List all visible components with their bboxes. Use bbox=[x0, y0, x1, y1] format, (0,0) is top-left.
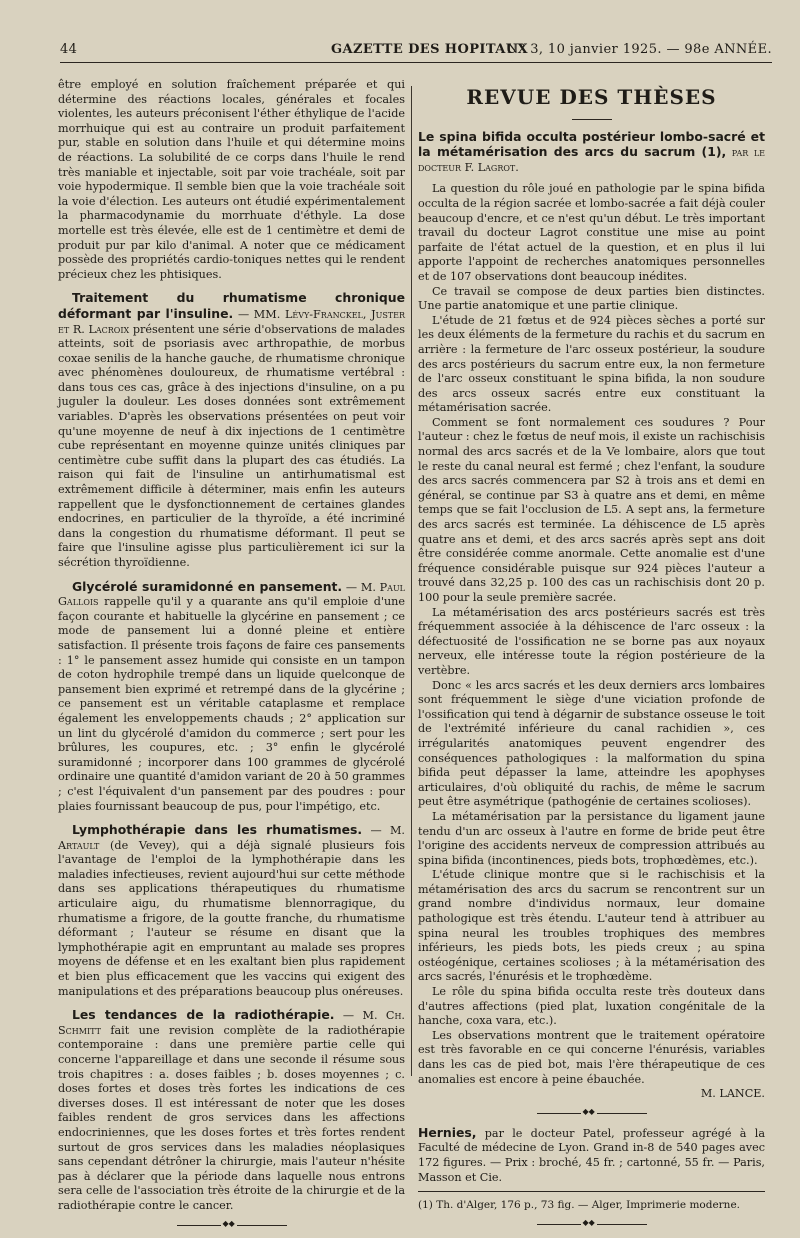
thesis-heading bbox=[418, 130, 765, 176]
running-head bbox=[60, 42, 772, 64]
article-authors: — MM. Lévy-Franckel, Juster et R. Lacroix bbox=[58, 307, 405, 336]
thesis-author: par le docteur F. Lagrot. bbox=[418, 146, 765, 174]
article-body: fait une revision complète de la radiothérapie contemporaine : dans une première partie celle qui concerne l'appareillage et dans une seconde il résume sous trois chapitres : a. doses faibles ; b. doses moyennes ; c. doses fortes et doses très fortes les indications de ces diverses doses. Il est intéressant de noter que les doses faibles rendent de gros services dans les affections endocriniennes, que les doses fortes et très fortes rendent surtout de gros services dans les maladies néoplasiques sans cependant détrôner la chirurgie, mais l'auteur n'hésite pas à déclarer que la période dans laquelle nous entrons sera celle de l'association très étroite de la chirurgie et de la radiothérapie contre le cancer. bbox=[58, 1023, 405, 1212]
article-title: Traitement du rhumatisme chronique déformant par l'insuline. bbox=[58, 290, 405, 321]
thesis-paragraph: La métamérisation par la persistance du ligament jaune tendu d'un arc osseux à l'autre en forme de bride peut être l'origine des accidents nerveux de compression attribués au spina bifida (incontinences, pieds bots, trophœdèmes, etc.). bbox=[418, 809, 765, 867]
article-glycerole bbox=[58, 580, 405, 815]
intro-paragraph: être employé en solution fraîchement préparée et qui détermine des réactions locales, générales et focales violentes, les auteurs préconisent l'éther éthylique de l'acide morrhuique qui est au contraire un produit parfaitement pur, stable en solution dans l'huile et qui détermine moins de réactions. La solubilité de ce corps dans l'huile le rend très maniable et injectable, soit par voie trachéale, soit par voie hypodermique. Il semble bien que la voie trachéale soit la voie d'élection. Les auteurs ont étudié expérimentalement la pharmacodynamie du morrhuate d'éthyle. La dose mortelle est très élevée, elle est de 1 centimètre et demi de produit pur par kilo d'animal. A noter que ce médicament possède des propriétés cardio-toniques nettes qui le rendent précieux chez les phtisiques. bbox=[58, 78, 405, 281]
right-column bbox=[418, 78, 765, 1237]
book-title: Hernies, bbox=[418, 1124, 477, 1140]
thesis-paragraph: Ce travail se compose de deux parties bien distinctes. Une partie anatomique et une partie clinique. bbox=[418, 284, 765, 313]
divider-ornament bbox=[537, 1110, 647, 1118]
thesis-paragraph: Comment se font normalement ces soudures ? Pour l'auteur : chez le fœtus de neuf mois, il existe un rachischisis normal des arcs sacrés et de la Ve lombaire, alors que tout le reste du canal neural est fermé ; chez l'enfant, la soudure des arcs sacrés commencera par S2 à trois ans et demi en général, se continue par S3 à quatre ans et demi, en même temps que se fait l'occlusion de L5. A sept ans, la fermeture des arcs sacrés est terminée. La déhiscence de L5 après quatre ans et demi, et des arcs sacrés après sept ans doit être considérée comme anormale. Cette anomalie est d'une fréquence considérable puisque sur 924 pièces l'auteur a trouvé dans 32,25 p. 100 des cas un rachischisis dont 20 p. 100 pour la seule première sacrée. bbox=[418, 415, 765, 604]
thesis-paragraph: Donc « les arcs sacrés et les deux derniers arcs lombaires sont fréquemment le siège d'une viciation profonde de l'ossification qui tend à dégarnir de substance osseuse le toit de l'extrémité inférieure du canal rachidien », ces irrégularités anatomiques peuvent engendrer des conséquences pathologiques : la malformation du spina bifida peut dépasser la lame, atteindre les apophyses articulaires, d'où obliquité du rachis, de même le sacrum peut être asymétrique (pathogénie de certaines scolioses). bbox=[418, 678, 765, 809]
footnote: (1) Th. d'Alger, 176 p., 73 fig. — Alger, Imprimerie moderne. bbox=[418, 1191, 765, 1213]
thesis-title: Le spina bifida occulta postérieur lombo-sacré et la métamérisation des arcs du sacrum (1), bbox=[418, 128, 765, 160]
article-body: rappelle qu'il y a quarante ans qu'il emploie d'une façon courante et habituelle la glycérine en pansement ; ce mode de pansement lui a donné pleine et entière satisfaction. Il présente trois façons de faire ces pansements : 1° le pansement assez humide qui consiste en un tampon de coton hydrophile trempé dans un liquide quelconque de pansement bien exprimé et retrempé dans de la glycérine ; ce pansement est un véritable cataplasme et remplace également les enveloppements chauds ; 2° application sur un lint du glycérolé d'amidon du commerce ; sert pour les brûlures, les coupures, etc. ; 3° enfin le glycérolé suramidonné ; incorporer dans 100 grammes de glycérolé ordinaire une quantité d'amidon variant de 20 à 50 grammes ; c'est l'équivalent d'un pansement par des poudres : pour plaies fournissant beaucoup de pus, pour l'impétigo, etc. bbox=[58, 595, 406, 813]
column-divider bbox=[411, 86, 412, 1076]
article-lymphotherapie bbox=[58, 823, 405, 999]
article-body: présentent une série d'observations de malades atteints, soit de psoriasis avec arthropathie, de morbus coxae senilis de la hanche gauche, de rhumatisme chronique avec phénomènes douloureux, de rhumatisme vertébral : dans tous ces cas, grâce à des injections d'insuline, on a pu juguler la douleur. Les doses données sont extrêmement variables. D'après les observations présentées on peut voir qu'une moyenne de neuf à dix injections de 1 centimètre cube représentant en moyenne quinze unités cliniques par centimètre cube suffit dans la plupart des cas étudiés. La raison qui fait de l'insuline un antirhumatismal est extrêmement difficile à déterminer, mais enfin les auteurs rappellent que le dysfonctionnement de certaines glandes endocrines, en particulier de la thyroïde, a été incriminé dans la congestion du rhumatisme déformant. Il peut se faire que l'insuline agisse plus particulièrement ici sur la sécrétion thyroïdienne. bbox=[58, 322, 405, 569]
article-body: (de Vevey), qui a déjà signalé plusieurs fois l'avantage de l'emploi de la lymphothérapie dans les maladies infectieuses, revient aujourd'hui sur cette méthode dans ses applications thérapeutiques du rhumatisme articulaire aigu, du rhumatisme blennorragique, du rhumatisme a frigore, de la goutte franche, du rhumatisme déformant ; l'auteur se résume en disant que la lymphothérapie agit en empruntant au malade ses propres moyens de défense et en les exaltant bien plus rapidement et bien plus efficacement que les vaccins qui exigent des manipulations et des préparations beaucoup plus onéreuses. bbox=[58, 838, 406, 998]
article-title: Glycérolé suramidonné en pansement. bbox=[72, 578, 343, 594]
section-rule bbox=[572, 119, 612, 120]
review-signature: M. LANCE. bbox=[700, 1087, 765, 1101]
article-authors: — M. Ch. Schmitt bbox=[58, 1009, 405, 1037]
book-details: par le docteur Patel, professeur agrégé à la Faculté de médecine de Lyon. Grand in-8 de 540 pages avec 172 figures. — Prix : broché, 45 fr. ; cartonné, 55 fr. — Paris, Masson et Cie. bbox=[418, 1126, 765, 1184]
thesis-paragraph: La métamérisation des arcs postérieurs sacrés est très fréquemment associée à la déhiscence de l'arc osseux : la défectuosité de l'ossification ne se borne pas aux noyaux nerveux, elle intéresse toute la région postérieure de la vertèbre. bbox=[418, 605, 765, 677]
page-number: 44 bbox=[60, 42, 78, 57]
end-ornament bbox=[177, 1222, 287, 1230]
thesis-paragraph: L'étude de 21 fœtus et de 924 pièces sèches a porté sur les deux éléments de la fermeture du rachis et du sacrum en arrière : la fermeture de l'arc osseux postérieur, la soudure des arcs postérieurs du sacrum entre eux, la non fermeture de l'arc osseux constituant le spina bifida, la non soudure des arcs osseux sacrés entre eux constituant la métamérisation sacrée. bbox=[418, 313, 765, 415]
article-title: Lymphothérapie dans les rhumatismes. bbox=[72, 822, 363, 838]
thesis-paragraph: Les observations montrent que le traitement opératoire est très favorable en ce qui concerne l'énurésis, variables dans les cas de pied bot, mais l'ère thérapeutique de ces anomalies est encore à peine ébauchée. bbox=[418, 1028, 765, 1086]
section-title: REVUE DES THÈSES bbox=[466, 85, 717, 109]
thesis-paragraph: La question du rôle joué en pathologie par le spina bifida occulta de la région sacrée et lombo-sacrée a fait déjà couler beaucoup d'encre, et ce n'est qu'un début. Le très important travail du docteur Lagrot constitue une mise au point parfaite de l'état actuel de la question, et en plus il lui apporte l'appoint de recherches anatomiques personnelles et de 107 observations dont beaucoup inédites. bbox=[418, 182, 765, 283]
left-column bbox=[58, 78, 405, 1238]
article-radiotherapie bbox=[58, 1008, 405, 1213]
issue-date: N° 3, 10 janvier 1925. — 98e ANNÉE. bbox=[506, 42, 772, 57]
article-title: Les tendances de la radiothérapie. bbox=[72, 1007, 335, 1023]
article-insuline bbox=[58, 291, 405, 570]
header-rule bbox=[60, 62, 772, 63]
book-notice bbox=[418, 1126, 765, 1185]
end-ornament bbox=[537, 1221, 647, 1229]
journal-title: GAZETTE DES HOPITAUX bbox=[331, 42, 528, 57]
thesis-paragraph: Le rôle du spina bifida occulta reste très douteux dans d'autres affections (pied plat, luxation congénitale de la hanche, coxa vara, etc.). bbox=[418, 985, 765, 1028]
article-authors: — M. Paul Gallois bbox=[58, 580, 405, 609]
thesis-paragraph: L'étude clinique montre que si le rachischisis et la métamérisation des arcs du sacrum se rencontrent sur un grand nombre d'individus normaux, leur domaine pathologique est très étendu. L'auteur tend à attribuer au spina neural les troubles trophiques des membres inférieurs, les pieds bots, les pieds creux ; au spina ostéogénique, certaines scolioses ; à la métamérisation des arcs sacrés, l'énurésis et le trophœdème. bbox=[418, 868, 765, 984]
article-authors: — M. Artault bbox=[58, 824, 405, 852]
